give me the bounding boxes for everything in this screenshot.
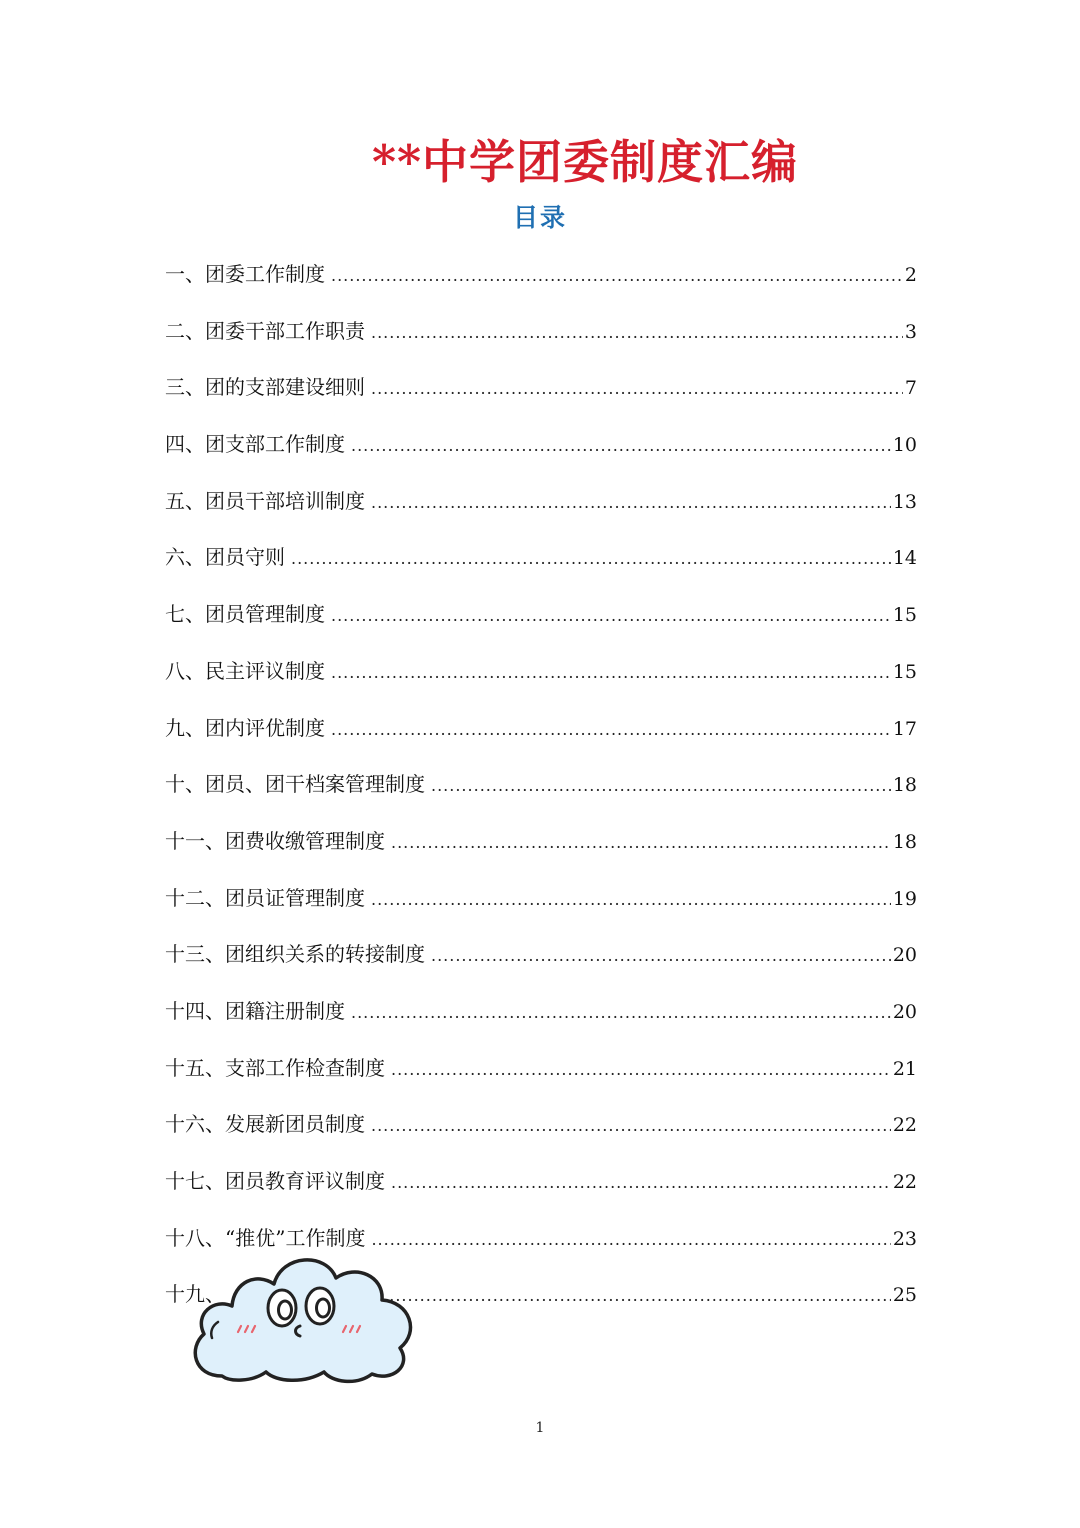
toc-entry-page: 20 — [892, 1000, 917, 1023]
toc-leader-dots — [431, 758, 891, 815]
toc-entry[interactable] — [165, 529, 917, 586]
toc-leader-dots — [351, 418, 891, 475]
toc-entry-label: 十五、支部工作检查制度 — [165, 1055, 385, 1080]
toc-entry-page: 7 — [904, 377, 917, 400]
toc-entry[interactable] — [165, 473, 917, 530]
toc-leader-dots — [331, 645, 891, 702]
toc-leader-dots — [331, 702, 891, 759]
toc-entry[interactable] — [165, 926, 917, 983]
toc-leader-dots — [351, 985, 891, 1042]
toc-entry-label: 十七、团员教育评议制度 — [165, 1169, 385, 1193]
toc-entry[interactable] — [165, 1153, 917, 1210]
toc-entry-label: 二、团委干部工作职责 — [165, 318, 365, 343]
toc-leader-dots — [331, 248, 903, 305]
toc-entry-label: 十四、团籍注册制度 — [165, 998, 345, 1023]
toc-entry-label: 十一、团费收缴管理制度 — [165, 828, 385, 853]
toc-leader-dots — [391, 1042, 891, 1099]
toc-entry[interactable] — [165, 303, 917, 360]
toc-entry-page: 14 — [892, 547, 917, 570]
toc-entry-page: 3 — [904, 320, 917, 343]
toc-entry-page: 2 — [904, 264, 917, 286]
toc-entry-label: 十六、发展新团员制度 — [165, 1112, 365, 1137]
toc-entry-page: 23 — [892, 1227, 917, 1250]
toc-entry-page: 18 — [892, 774, 917, 797]
toc-entry[interactable] — [165, 700, 917, 757]
toc-leader-dots — [391, 815, 891, 872]
toc-entry-page: 15 — [892, 604, 917, 627]
toc-entry-page: 10 — [892, 434, 917, 457]
toc-entry[interactable] — [165, 756, 917, 813]
toc-entry-label: 一、团委工作制度 — [165, 262, 325, 286]
document-title: **中学团委制度汇编 — [371, 135, 799, 189]
toc-leader-dots — [431, 928, 891, 985]
toc-entry-label: 十三、团组织关系的转接制度 — [165, 942, 425, 967]
toc-entry-label: 十八、“推优”工作制度 — [165, 1225, 366, 1250]
toc-entry-page: 21 — [892, 1057, 917, 1080]
toc-entry-label: 九、团内评优制度 — [165, 715, 325, 740]
toc-leader-dots — [291, 531, 891, 588]
toc-entry-page: 18 — [892, 830, 917, 853]
toc-leader-dots — [371, 475, 891, 532]
toc-leader-dots — [371, 1212, 890, 1269]
toc-entry-label: 十九、 — [165, 1282, 225, 1307]
toc-entry-page: 15 — [892, 660, 917, 683]
toc-entry-page: 19 — [892, 887, 917, 910]
toc-entry[interactable] — [165, 586, 917, 643]
toc-entry-label: 十二、团员证管理制度 — [165, 885, 365, 910]
toc-entry[interactable] — [165, 359, 917, 416]
table-of-contents — [165, 246, 917, 1323]
toc-entry[interactable] — [165, 246, 917, 303]
toc-entry-page: 13 — [892, 490, 917, 513]
toc-leader-dots — [371, 872, 891, 929]
toc-entry-page: 20 — [892, 944, 917, 967]
toc-entry-label: 七、团员管理制度 — [165, 602, 325, 627]
page-number: 1 — [535, 1420, 545, 1436]
toc-entry-label: 十、团员、团干档案管理制度 — [165, 772, 425, 797]
toc-entry[interactable] — [165, 1096, 917, 1153]
toc-entry-label: 六、团员守则 — [165, 545, 285, 570]
cloud-mascot-icon — [186, 1248, 420, 1384]
toc-entry-page: 25 — [892, 1284, 917, 1307]
toc-leader-dots — [391, 1155, 891, 1212]
toc-entry-page: 17 — [892, 717, 917, 740]
toc-leader-dots — [371, 305, 903, 362]
toc-entry-label: 四、团支部工作制度 — [165, 432, 345, 457]
toc-entry-label: 三、团的支部建设细则 — [165, 375, 365, 400]
toc-entry[interactable] — [165, 1040, 917, 1097]
toc-entry-page: 22 — [892, 1114, 917, 1137]
toc-leader-dots — [331, 588, 891, 645]
toc-leader-dots — [371, 1098, 891, 1155]
toc-heading: 目录 — [512, 203, 567, 232]
toc-entry[interactable] — [165, 643, 917, 700]
toc-entry[interactable] — [165, 870, 917, 927]
toc-entry[interactable] — [165, 983, 917, 1040]
toc-entry[interactable] — [165, 813, 917, 870]
toc-entry-label: 八、民主评议制度 — [165, 658, 325, 683]
toc-entry[interactable] — [165, 416, 917, 473]
toc-entry-page: 22 — [892, 1171, 917, 1193]
toc-entry-label: 五、团员干部培训制度 — [165, 488, 365, 513]
toc-leader-dots — [371, 361, 903, 418]
